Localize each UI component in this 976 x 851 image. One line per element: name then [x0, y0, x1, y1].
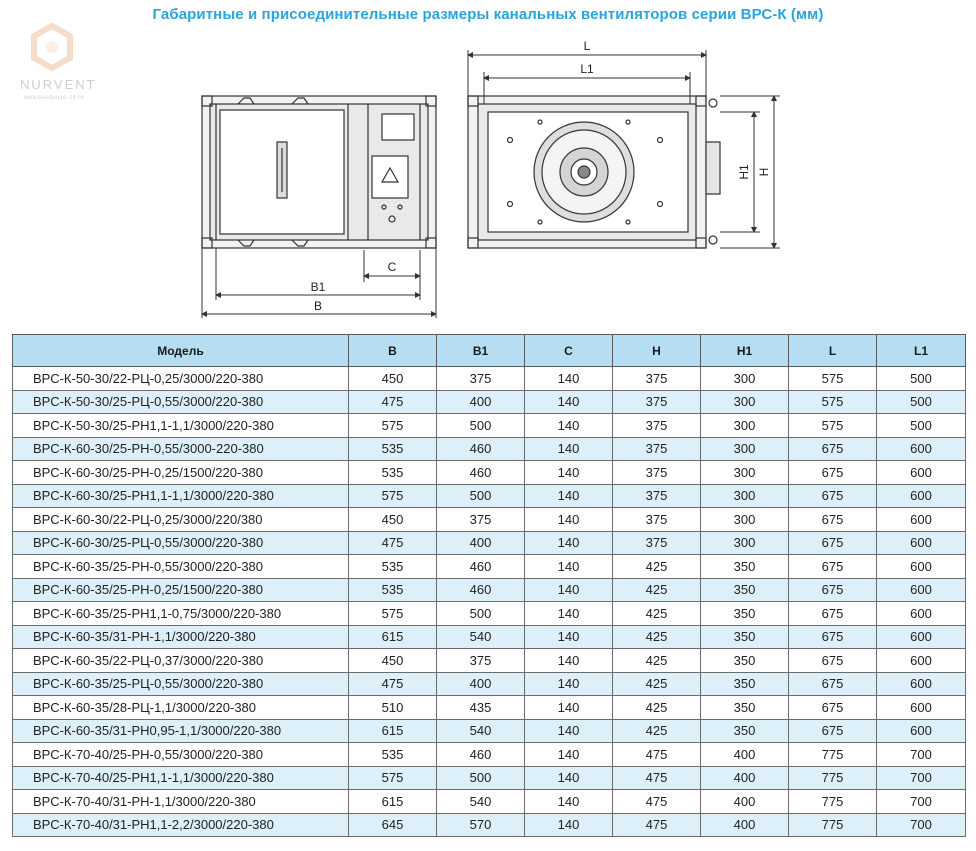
logo-wordmark: NURVENT [20, 77, 97, 92]
value-cell: 675 [789, 602, 877, 626]
value-cell: 375 [613, 367, 701, 391]
table-row [13, 790, 966, 814]
value-cell: 675 [789, 508, 877, 532]
value-cell: 450 [349, 508, 437, 532]
value-cell: 775 [789, 743, 877, 767]
value-cell: 375 [437, 508, 525, 532]
value-cell: 475 [349, 672, 437, 696]
value-cell: 600 [877, 719, 966, 743]
value-cell: 350 [701, 578, 789, 602]
value-cell: 535 [349, 461, 437, 485]
value-cell: 615 [349, 625, 437, 649]
value-cell: 600 [877, 649, 966, 673]
value-cell: 140 [525, 625, 613, 649]
value-cell: 600 [877, 461, 966, 485]
value-cell: 375 [613, 484, 701, 508]
dim-label-l1: L1 [580, 62, 594, 76]
dim-label-c: C [387, 260, 397, 274]
value-cell: 300 [701, 367, 789, 391]
value-cell: 500 [437, 414, 525, 438]
value-cell: 400 [701, 790, 789, 814]
value-cell: 675 [789, 578, 877, 602]
model-cell: ВРС-К-70-40/25-РН1,1-1,1/3000/220-380 [13, 766, 349, 790]
value-cell: 575 [349, 414, 437, 438]
value-cell: 535 [349, 555, 437, 579]
value-cell: 460 [437, 578, 525, 602]
value-cell: 300 [701, 531, 789, 555]
value-cell: 675 [789, 555, 877, 579]
value-cell: 350 [701, 649, 789, 673]
value-cell: 535 [349, 578, 437, 602]
table-row [13, 461, 966, 485]
value-cell: 500 [437, 484, 525, 508]
value-cell: 140 [525, 531, 613, 555]
model-cell: ВРС-К-60-35/25-РЦ-0,55/3000/220-380 [13, 672, 349, 696]
value-cell: 350 [701, 602, 789, 626]
value-cell: 140 [525, 743, 613, 767]
value-cell: 575 [789, 367, 877, 391]
column-header-h: H [613, 335, 701, 367]
value-cell: 540 [437, 790, 525, 814]
value-cell: 400 [701, 766, 789, 790]
side-view [202, 96, 436, 248]
front-view [468, 96, 720, 248]
value-cell: 615 [349, 790, 437, 814]
value-cell: 375 [613, 390, 701, 414]
dim-label-b1: B1 [310, 280, 326, 294]
value-cell: 140 [525, 461, 613, 485]
table-row [13, 531, 966, 555]
value-cell: 140 [525, 719, 613, 743]
value-cell: 600 [877, 555, 966, 579]
table-row [13, 508, 966, 532]
value-cell: 475 [613, 766, 701, 790]
value-cell: 475 [349, 531, 437, 555]
value-cell: 140 [525, 414, 613, 438]
value-cell: 600 [877, 602, 966, 626]
value-cell: 675 [789, 461, 877, 485]
value-cell: 600 [877, 484, 966, 508]
column-header-l1: L1 [877, 335, 966, 367]
model-cell: ВРС-К-60-30/22-РЦ-0,25/3000/220/380 [13, 508, 349, 532]
model-cell: ВРС-К-70-40/25-РН-0,55/3000/220-380 [13, 743, 349, 767]
column-header-b1: B1 [437, 335, 525, 367]
value-cell: 460 [437, 743, 525, 767]
value-cell: 575 [789, 390, 877, 414]
value-cell: 140 [525, 766, 613, 790]
value-cell: 350 [701, 719, 789, 743]
value-cell: 645 [349, 813, 437, 837]
value-cell: 400 [701, 743, 789, 767]
column-header-l: L [789, 335, 877, 367]
value-cell: 540 [437, 719, 525, 743]
value-cell: 570 [437, 813, 525, 837]
value-cell: 140 [525, 578, 613, 602]
value-cell: 375 [613, 508, 701, 532]
value-cell: 675 [789, 625, 877, 649]
table-header-row [13, 335, 966, 367]
model-cell: ВРС-К-70-40/31-РН-1,1/3000/220-380 [13, 790, 349, 814]
value-cell: 450 [349, 367, 437, 391]
value-cell: 615 [349, 719, 437, 743]
value-cell: 575 [349, 766, 437, 790]
value-cell: 500 [877, 390, 966, 414]
value-cell: 400 [437, 531, 525, 555]
value-cell: 700 [877, 743, 966, 767]
model-cell: ВРС-К-50-30/25-РЦ-0,55/3000/220-380 [13, 390, 349, 414]
value-cell: 460 [437, 555, 525, 579]
value-cell: 300 [701, 484, 789, 508]
value-cell: 425 [613, 649, 701, 673]
value-cell: 700 [877, 790, 966, 814]
model-cell: ВРС-К-60-35/25-РН-0,25/1500/220-380 [13, 578, 349, 602]
table-row [13, 696, 966, 720]
column-header-h1: H1 [701, 335, 789, 367]
value-cell: 425 [613, 555, 701, 579]
value-cell: 140 [525, 790, 613, 814]
value-cell: 540 [437, 625, 525, 649]
value-cell: 425 [613, 602, 701, 626]
model-cell: ВРС-К-60-30/25-РН1,1-1,1/3000/220-380 [13, 484, 349, 508]
value-cell: 375 [437, 367, 525, 391]
value-cell: 675 [789, 719, 877, 743]
value-cell: 600 [877, 696, 966, 720]
value-cell: 140 [525, 649, 613, 673]
value-cell: 575 [789, 414, 877, 438]
value-cell: 400 [701, 813, 789, 837]
value-cell: 575 [349, 484, 437, 508]
model-cell: ВРС-К-60-30/25-РЦ-0,55/3000/220-380 [13, 531, 349, 555]
value-cell: 375 [437, 649, 525, 673]
value-cell: 600 [877, 672, 966, 696]
value-cell: 600 [877, 508, 966, 532]
value-cell: 510 [349, 696, 437, 720]
table-row [13, 766, 966, 790]
value-cell: 140 [525, 508, 613, 532]
model-cell: ВРС-К-70-40/31-РН1,1-2,2/3000/220-380 [13, 813, 349, 837]
table-row [13, 672, 966, 696]
value-cell: 775 [789, 813, 877, 837]
value-cell: 475 [349, 390, 437, 414]
value-cell: 140 [525, 672, 613, 696]
value-cell: 535 [349, 743, 437, 767]
value-cell: 500 [437, 766, 525, 790]
model-cell: ВРС-К-50-30/22-РЦ-0,25/3000/220-380 [13, 367, 349, 391]
value-cell: 700 [877, 813, 966, 837]
table-row [13, 743, 966, 767]
value-cell: 425 [613, 672, 701, 696]
model-cell: ВРС-К-60-35/28-РЦ-1,1/3000/220-380 [13, 696, 349, 720]
value-cell: 350 [701, 672, 789, 696]
value-cell: 375 [613, 414, 701, 438]
table-row [13, 813, 966, 837]
value-cell: 300 [701, 437, 789, 461]
table-row [13, 649, 966, 673]
column-header-b: B [349, 335, 437, 367]
value-cell: 600 [877, 531, 966, 555]
dim-label-b: B [313, 299, 323, 313]
value-cell: 140 [525, 696, 613, 720]
value-cell: 350 [701, 696, 789, 720]
value-cell: 425 [613, 625, 701, 649]
dim-label-h: H [757, 167, 771, 177]
value-cell: 400 [437, 672, 525, 696]
model-cell: ВРС-К-60-35/22-РЦ-0,37/3000/220-380 [13, 649, 349, 673]
value-cell: 675 [789, 437, 877, 461]
value-cell: 425 [613, 578, 701, 602]
model-cell: ВРС-К-60-35/31-РН0,95-1,1/3000/220-380 [13, 719, 349, 743]
value-cell: 675 [789, 696, 877, 720]
value-cell: 140 [525, 484, 613, 508]
value-cell: 300 [701, 508, 789, 532]
table-row [13, 555, 966, 579]
value-cell: 575 [349, 602, 437, 626]
column-header-c: C [525, 335, 613, 367]
dim-label-h1: H1 [737, 164, 751, 180]
value-cell: 775 [789, 766, 877, 790]
value-cell: 775 [789, 790, 877, 814]
value-cell: 140 [525, 390, 613, 414]
value-cell: 425 [613, 719, 701, 743]
table-row [13, 484, 966, 508]
table-row [13, 414, 966, 438]
model-cell: ВРС-К-60-35/25-РН1,1-0,75/3000/220-380 [13, 602, 349, 626]
table-row [13, 390, 966, 414]
value-cell: 140 [525, 813, 613, 837]
value-cell: 600 [877, 437, 966, 461]
value-cell: 675 [789, 484, 877, 508]
value-cell: 500 [437, 602, 525, 626]
value-cell: 460 [437, 461, 525, 485]
value-cell: 475 [613, 813, 701, 837]
value-cell: 700 [877, 766, 966, 790]
table-body [13, 367, 966, 837]
page-title: Габаритные и присоединительные размеры канальных вентиляторов серии ВРС-К (мм) [152, 6, 824, 23]
value-cell: 375 [613, 531, 701, 555]
value-cell: 300 [701, 414, 789, 438]
value-cell: 500 [877, 367, 966, 391]
model-cell: ВРС-К-60-35/25-РН-0,55/3000/220-380 [13, 555, 349, 579]
table-row [13, 367, 966, 391]
value-cell: 350 [701, 625, 789, 649]
model-cell: ВРС-К-60-35/31-РН-1,1/3000/220-380 [13, 625, 349, 649]
value-cell: 535 [349, 437, 437, 461]
dimension-drawing [0, 0, 976, 330]
value-cell: 600 [877, 578, 966, 602]
value-cell: 435 [437, 696, 525, 720]
value-cell: 140 [525, 437, 613, 461]
logo-tagline: инженерные сети [24, 94, 85, 101]
value-cell: 675 [789, 531, 877, 555]
value-cell: 400 [437, 390, 525, 414]
table-row [13, 625, 966, 649]
value-cell: 140 [525, 367, 613, 391]
value-cell: 475 [613, 790, 701, 814]
value-cell: 460 [437, 437, 525, 461]
value-cell: 375 [613, 461, 701, 485]
dim-label-l: L [583, 39, 591, 53]
value-cell: 300 [701, 390, 789, 414]
value-cell: 450 [349, 649, 437, 673]
value-cell: 300 [701, 461, 789, 485]
value-cell: 675 [789, 672, 877, 696]
value-cell: 475 [613, 743, 701, 767]
table-row [13, 578, 966, 602]
value-cell: 350 [701, 555, 789, 579]
table-row [13, 437, 966, 461]
value-cell: 140 [525, 602, 613, 626]
table-row [13, 602, 966, 626]
value-cell: 375 [613, 437, 701, 461]
value-cell: 140 [525, 555, 613, 579]
model-cell: ВРС-К-50-30/25-РН1,1-1,1/3000/220-380 [13, 414, 349, 438]
model-cell: ВРС-К-60-30/25-РН-0,25/1500/220-380 [13, 461, 349, 485]
model-cell: ВРС-К-60-30/25-РН-0,55/3000-220-380 [13, 437, 349, 461]
table-row [13, 719, 966, 743]
dimensions-table [12, 334, 966, 837]
value-cell: 675 [789, 649, 877, 673]
value-cell: 425 [613, 696, 701, 720]
value-cell: 500 [877, 414, 966, 438]
column-header-model: Модель [13, 335, 349, 367]
value-cell: 600 [877, 625, 966, 649]
